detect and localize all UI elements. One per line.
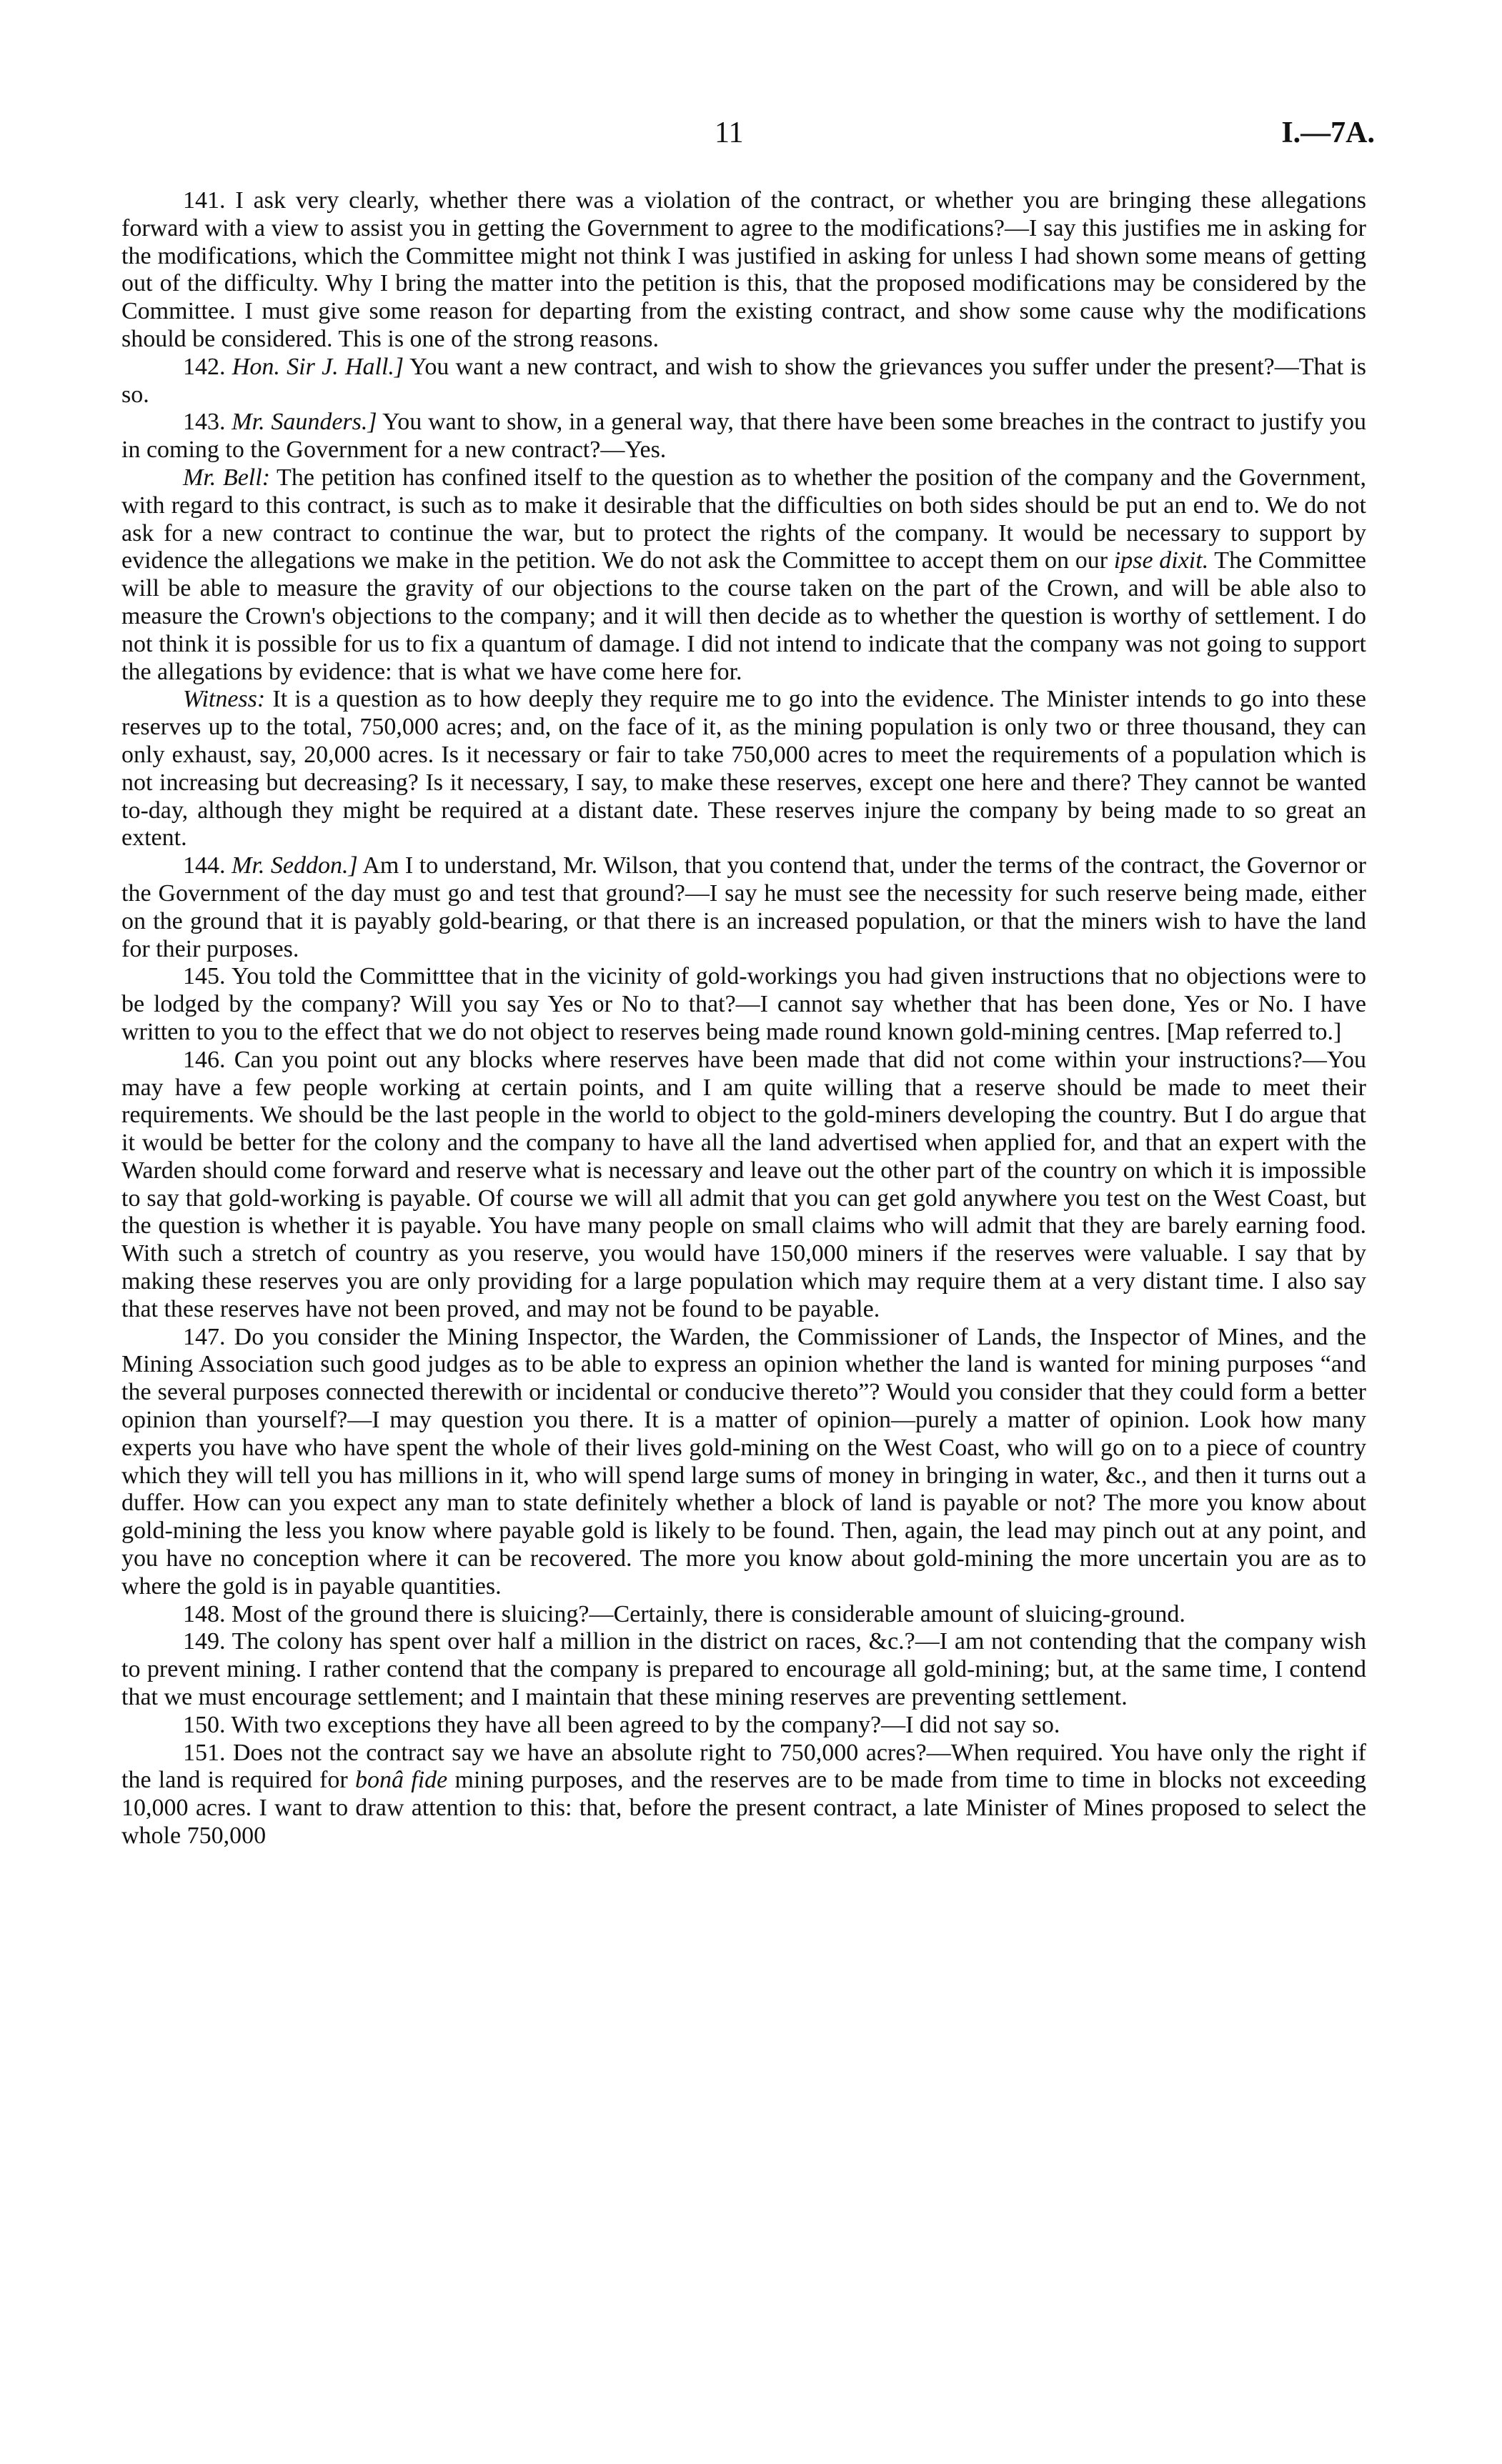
minutes-of-evidence [121, 187, 1366, 1850]
question-number: 143. [183, 409, 226, 436]
question-text: Most of the ground there is sluicing?—Certainly, there is considerable amount of sluicing-ground. [225, 1600, 1185, 1627]
page-header [0, 116, 1502, 159]
question-145 [121, 963, 1366, 1046]
speaker-name: Mr. Bell: [183, 464, 271, 491]
question-150 [121, 1712, 1366, 1740]
speaker-name: Hon. Sir J. Hall.] [232, 353, 404, 380]
question-text: You told the Committtee that in the vicinity of gold-workings you had given instructions that no objections were to be lodged by the company? Will you say Yes or No to that?—I cannot say whether that has been done, Yes or No. I have written to you to the effect that we do not object to reserves being made round known gold-mining centres. [Map referred to.] [121, 963, 1366, 1045]
question-148 [121, 1601, 1366, 1629]
speaker-name: Mr. Seddon.] [232, 852, 358, 879]
question-text: You want to show, in a general way, that there have been some breaches in the contract to justify you in coming to the Government for a new contract?—Yes. [121, 409, 1367, 464]
question-number: 144. [183, 852, 226, 879]
question-149 [121, 1628, 1366, 1711]
latin-phrase: ipse dixit. [1113, 547, 1209, 574]
statement-text: The petition has confined itself to the question as to whether the position of the company and the Government, with regard to this contract, is such as to make it desirable that the difficulties on both sides should be put an end to. We do not ask for a new contract to continue the war, but to protect the rights of the company. It would be necessary to support by evidence the allegations we make in the petition. We do not ask the Committee to accept them on our [121, 464, 1366, 574]
question-number: 141. [183, 187, 226, 214]
latin-phrase: bonâ fide [355, 1767, 448, 1794]
statement-text: The Committee will be able to measure the gravity of our objections to the course taken on the part of the Crown, and will be able also to measure the Crown's objections to the company; and it will then decide as to whether the question is worthy of settlement. I do not think it is possible for us to fix a quantum of damage. I did not intend to indicate that the company was not going to support the allegations by evidence: that is what we have come here for. [121, 547, 1366, 685]
statement-mr-bell [121, 464, 1366, 686]
question-147 [121, 1324, 1366, 1601]
statement-text: It is a question as to how deeply they require me to go into the evidence. The Minister intends to go into these reserves up to the total, 750,000 acres; and, on the face of it, as the mining population is only two or three thousand, they can only exhaust, say, 20,000 acres. Is it necessary or fair to take 750,000 acres to meet the requirements of a population which is not increasing but decreasing? Is it necessary, I say, to make these reserves, except one here and there? They cannot be wanted to-day, although they might be required at a distant date. These reserves injure the company by being made to so great an extent. [121, 686, 1366, 852]
question-text: Can you point out any blocks where reserves have been made that did not come within your instructions?—You may have a few people working at certain points, and I am quite willing that a reserve should be made to meet their requirements. We should be the last people in the world to object to the gold-miners developing the country. But I do argue that it would be better for the colony and the company to have all the land advertised when applied for, and that an expert with the Warden should come forward and reserve what is necessary and leave out the other part of the country on which it is impossible to say that gold-working is payable. Of course we will all admit that you can get gold anywhere you test on the West Coast, but the question is whether it is payable. You have many people on small claims who will admit that they are barely earning food. With such a stretch of country as you reserve, you would have 150,000 miners if the reserves were valuable. I say that by making these reserves you are only providing for a large population which may require them at a very distant time. I also say that these reserves have not been proved, and may not be found to be payable. [121, 1046, 1366, 1322]
question-text: The colony has spent over half a million in the district on races, &c.?—I am not contending that the company wish to prevent mining. I rather contend that the company is prepared to encourage all gold-mining; but, at the same time, I contend that we must encourage settlement; and I maintain that these mining reserves are preventing settlement. [121, 1628, 1366, 1711]
question-text: Am I to understand, Mr. Wilson, that you contend that, under the terms of the contract, the Governor or the Government of the day must go and test that ground?—I say he must see the necessity for such reserve being made, either on the ground that it is payably gold-bearing, or that there is an increased population, or that the miners wish to have the land for their purposes. [121, 852, 1367, 962]
speaker-name: Witness: [183, 686, 266, 713]
document-reference: I.—7A. [1281, 116, 1375, 149]
statement-witness [121, 686, 1366, 852]
question-text: You want a new contract, and wish to show the grievances you suffer under the present?—That is so. [121, 353, 1367, 408]
question-text: Does not the contract say we have an absolute right to 750,000 acres?—When required. You have only the right if the land is required for [121, 1739, 1366, 1794]
page-number: 11 [715, 116, 744, 149]
question-number: 142. [183, 353, 226, 380]
question-text: I ask very clearly, whether there was a violation of the contract, or whether you are bringing these allegations forward with a view to assist you in getting the Government to agree to the modifications?—I say this justifies me in asking for the modifications, which the Committee might not think I was justified in asking for unless I had shown some means of getting out of the difficulty. Why I bring the matter into the petition is this, that the proposed modifications may be considered by the Committee. I must give some reason for departing from the existing contract, and show some cause why the modifications should be considered. This is one of the strong reasons. [121, 187, 1366, 352]
question-number: 148. [183, 1600, 226, 1627]
question-number: 149. [183, 1628, 226, 1655]
question-143 [121, 409, 1366, 464]
question-142 [121, 354, 1366, 409]
question-number: 150. [183, 1711, 226, 1738]
question-141 [121, 187, 1366, 354]
question-text: mining purposes, and the reserves are to be made from time to time in blocks not exceeding 10,000 acres. I want to draw attention to this: that, before the present contract, a late Minister of Mines proposed to select the whole 750,000 [121, 1767, 1367, 1850]
question-number: 145. [183, 963, 226, 990]
question-number: 147. [183, 1323, 226, 1350]
question-number: 151. [183, 1739, 226, 1766]
question-text: With two exceptions they have all been agreed to by the company?—I did not say so. [225, 1711, 1060, 1738]
question-144 [121, 852, 1366, 963]
question-number: 146. [183, 1046, 226, 1073]
question-146 [121, 1047, 1366, 1324]
speaker-name: Mr. Saunders.] [232, 409, 377, 436]
question-151 [121, 1740, 1366, 1850]
question-text: Do you consider the Mining Inspector, the Warden, the Commissioner of Lands, the Inspector of Mines, and the Mining Association such good judges as to be able to express an opinion whether the land is wanted for mining purposes “and the several purposes connected therewith or incidental or conducive thereto”? Would you consider that they could form a better opinion than yourself?—I may question you there. It is a matter of opinion—purely a matter of opinion. Look how many experts you have who have spent the whole of their lives gold-mining on the West Coast, who will go on to a piece of country which they will tell you has millions in it, who will spend large sums of money in bringing in water, &c., and then it turns out a duffer. How can you expect any man to state definitely whether a block of land is payable or not? The more you know about gold-mining the less you know where payable gold is likely to be found. Then, again, the lead may pinch out at any point, and you have no conception where it can be recovered. The more you know about gold-mining the more uncertain you are as to where the gold is in payable quantities. [121, 1323, 1366, 1600]
